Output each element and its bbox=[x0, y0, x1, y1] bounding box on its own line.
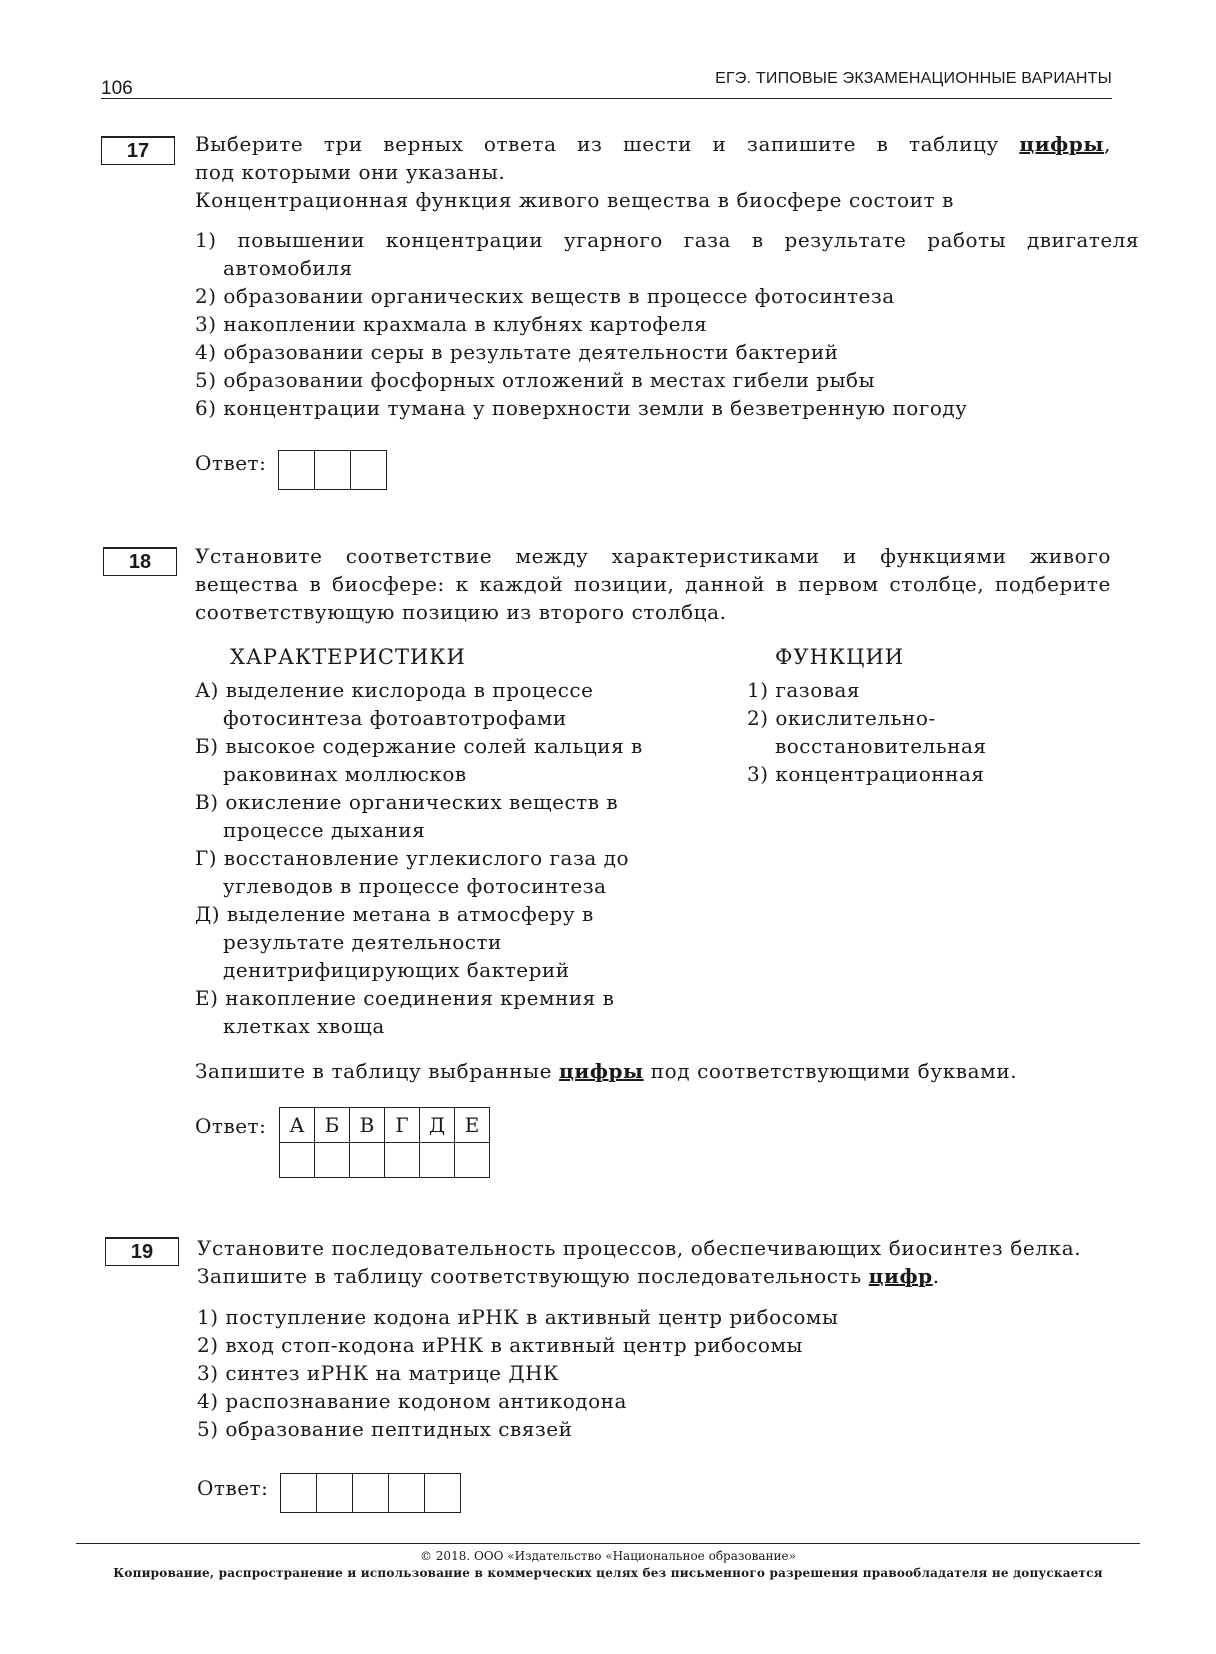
q18-function-3: 3) концентрационная bbox=[747, 762, 985, 786]
q18-answer-cell-b[interactable] bbox=[315, 1143, 350, 1178]
q18-instruction-after: под соответствующими буквами. bbox=[643, 1059, 1018, 1083]
q18-col2-title: ФУНКЦИИ bbox=[775, 645, 905, 669]
footer-notice: Копирование, распространение и использование в коммерческих целях без письменного разрешения правообладателя не допускается bbox=[113, 1566, 1103, 1580]
q19-answer-label: Ответ: bbox=[197, 1476, 269, 1500]
q19-answer-grid bbox=[280, 1473, 461, 1513]
q17-answer-grid bbox=[278, 450, 387, 490]
footer-copyright: © 2018. ООО «Издательство «Национальное образование» bbox=[419, 1549, 796, 1563]
running-head: ЕГЭ. ТИПОВЫЕ ЭКЗАМЕНАЦИОННЫЕ ВАРИАНТЫ bbox=[715, 70, 1112, 87]
q17-option-1: 1) повышении концентрации угарного газа в результате работы двигателя автомобиля bbox=[195, 228, 1139, 280]
q19-prompt-line2 bbox=[197, 1262, 940, 1290]
q19-answer-cell[interactable] bbox=[353, 1474, 389, 1513]
q18-answer-cell-d[interactable] bbox=[420, 1143, 455, 1178]
q17-prompt-before: Выберите три верных ответа из шести и запишите в таблицу bbox=[195, 132, 1020, 156]
q19-prompt-bold: цифр bbox=[868, 1264, 933, 1288]
q17-answer-cell[interactable] bbox=[315, 451, 351, 490]
q18-instruction-bold: цифры bbox=[559, 1059, 644, 1083]
q18-answer-cell-v[interactable] bbox=[350, 1143, 385, 1178]
q18-function-2: 2) окислительно-восстановительная bbox=[747, 706, 987, 758]
q19-answer-cell[interactable] bbox=[317, 1474, 353, 1513]
header-rule bbox=[101, 98, 1112, 99]
q17-option-6: 6) концентрации тумана у поверхности земли в безветренную погоду bbox=[195, 396, 968, 420]
page-number: 106 bbox=[101, 78, 133, 99]
q18-instruction-before: Запишите в таблицу выбранные bbox=[195, 1059, 560, 1083]
q18-characteristic-v: В) окисление органических веществ в процессе дыхания bbox=[195, 790, 619, 842]
q18-characteristic-a: А) выделение кислорода в процессе фотосинтеза фотоавтотрофами bbox=[195, 678, 594, 730]
q18-answer-cell-a[interactable] bbox=[280, 1143, 315, 1178]
question-number-17: 17 bbox=[101, 136, 175, 165]
q19-prompt-line1: Установите последовательность процессов, обеспечивающих биосинтез белка. bbox=[197, 1236, 1082, 1260]
q18-answer-cell-g[interactable] bbox=[385, 1143, 420, 1178]
q17-prompt-bold: цифры bbox=[1019, 132, 1105, 156]
q19-option-3: 3) синтез иРНК на матрице ДНК bbox=[197, 1361, 559, 1385]
question-number-19: 19 bbox=[105, 1237, 179, 1266]
q19-answer-cell[interactable] bbox=[281, 1474, 317, 1513]
q18-function-1: 1) газовая bbox=[747, 678, 861, 702]
q19-answer-cell[interactable] bbox=[425, 1474, 461, 1513]
q18-characteristic-e: Е) накопление соединения кремния в клетках хвоща bbox=[195, 986, 615, 1038]
q17-stem: Концентрационная функция живого вещества в биосфере состоит в bbox=[195, 188, 954, 212]
q19-prompt-after: . bbox=[932, 1264, 940, 1288]
q18-answer-label: Ответ: bbox=[195, 1114, 267, 1138]
q17-answer-label: Ответ: bbox=[195, 451, 267, 475]
q19-answer-cell[interactable] bbox=[389, 1474, 425, 1513]
q17-answer-cell[interactable] bbox=[351, 451, 387, 490]
q17-option-2: 2) образовании органических веществ в процессе фотосинтеза bbox=[195, 284, 895, 308]
q18-letter-a: А bbox=[280, 1108, 315, 1143]
q18-letter-v: В bbox=[350, 1108, 385, 1143]
q17-option-3: 3) накоплении крахмала в клубнях картофеля bbox=[195, 312, 708, 336]
q18-letter-g: Г bbox=[385, 1108, 420, 1143]
question-number-18: 18 bbox=[103, 547, 177, 576]
q19-option-1: 1) поступление кодона иРНК в активный центр рибосомы bbox=[197, 1305, 839, 1329]
q17-prompt-line1 bbox=[195, 130, 1111, 158]
q17-answer-cell[interactable] bbox=[279, 451, 315, 490]
q18-characteristic-g: Г) восстановление углекислого газа до углеводов в процессе фотосинтеза bbox=[195, 846, 630, 898]
q18-letter-d: Д bbox=[420, 1108, 455, 1143]
q18-prompt: Установите соответствие между характеристиками и функциями живого вещества в биосфере: к каждой позиции, данной в первом столбце, подберите соответствующую позицию из второго столбца. bbox=[195, 544, 1111, 624]
q18-col1-title: ХАРАКТЕРИСТИКИ bbox=[230, 645, 466, 669]
q18-characteristic-b: Б) высокое содержание солей кальция в раковинах моллюсков bbox=[195, 734, 643, 786]
q17-option-5: 5) образовании фосфорных отложений в местах гибели рыбы bbox=[195, 368, 875, 392]
q18-answer-cell-e[interactable] bbox=[455, 1143, 490, 1178]
q19-prompt-before: Запишите в таблицу соответствующую последовательность bbox=[197, 1264, 869, 1288]
q17-prompt-after: , bbox=[1104, 132, 1111, 156]
q18-letter-e: Е bbox=[455, 1108, 490, 1143]
q18-answer-grid bbox=[279, 1107, 490, 1178]
q18-instruction bbox=[195, 1057, 1017, 1085]
q17-prompt-line2: под которыми они указаны. bbox=[195, 160, 506, 184]
q18-characteristic-d: Д) выделение метана в атмосферу в результате деятельности денитрифицирующих бактерий bbox=[195, 902, 594, 982]
footer-rule bbox=[76, 1543, 1140, 1544]
q19-option-5: 5) образование пептидных связей bbox=[197, 1417, 573, 1441]
q17-option-4: 4) образовании серы в результате деятельности бактерий bbox=[195, 340, 839, 364]
q18-letter-b: Б bbox=[315, 1108, 350, 1143]
q19-option-2: 2) вход стоп-кодона иРНК в активный центр рибосомы bbox=[197, 1333, 803, 1357]
q19-option-4: 4) распознавание кодоном антикодона bbox=[197, 1389, 627, 1413]
